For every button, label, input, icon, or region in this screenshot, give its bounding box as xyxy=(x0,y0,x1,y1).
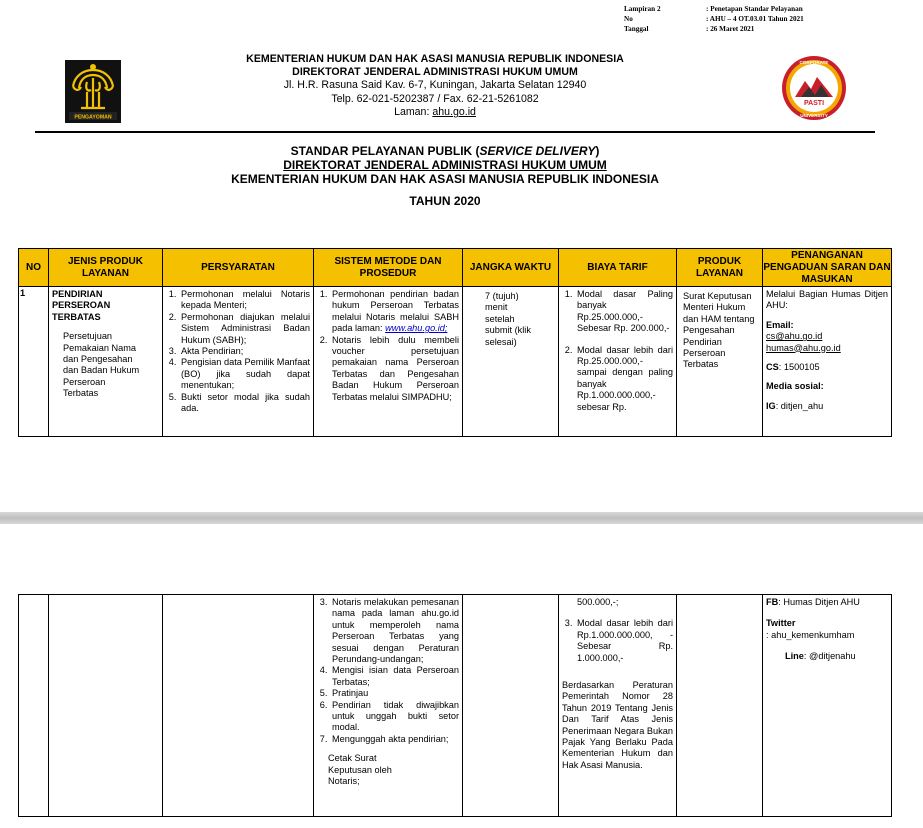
social-media-label: Media sosial: xyxy=(766,381,824,392)
email-link-humas[interactable]: humas@ahu.go.id xyxy=(766,342,841,353)
lampiran-key: No xyxy=(624,15,633,23)
cell-biaya xyxy=(559,287,677,437)
fb-value: : Humas Ditjen AHU xyxy=(778,597,860,607)
header-rule xyxy=(35,131,875,133)
procedure-footer: Cetak Surat Keputusan oleh Notaris; xyxy=(328,753,392,787)
page-divider xyxy=(0,512,923,524)
logo-ring-text: UNIVERSITY xyxy=(800,113,828,118)
list-item: 2. Permohonan diajukan melalui Sistem Administrasi Badan Hukum (SABH); xyxy=(179,312,310,346)
cell-produk xyxy=(677,287,763,437)
letterhead xyxy=(200,53,670,120)
fee-legal-basis: Berdasarkan Peraturan Pemerintah Nomor 28 Tahun 2019 Tentang Jenis Dan Tarif Atas Jenis Penerimaan Negara Bukan Pajak Yang Berlaku Pada Kementerian Hukum dan Hak Asasi Manusia. xyxy=(562,680,673,770)
website-prefix: Laman: xyxy=(394,106,433,118)
logo-label: PASTI xyxy=(803,100,825,107)
twitter-label-line xyxy=(763,616,891,629)
website-line xyxy=(200,106,670,120)
cell-jangka xyxy=(463,287,559,437)
row-number: 1 xyxy=(20,288,26,298)
header-jangka: JANGKA WAKTU xyxy=(463,249,559,287)
email-link-cs[interactable]: cs@ahu.go.id xyxy=(766,331,823,342)
title-text: STANDAR PELAYANAN PUBLIK ( xyxy=(290,144,480,158)
cell-persyaratan xyxy=(163,287,314,437)
list-item: 2. Modal dasar lebih dari Rp.25.000.000,- sampai dengan paling banyak Rp.1.000.000.000,- sebesar Rp. xyxy=(575,345,673,413)
service-table xyxy=(18,248,892,437)
list-item: 4. Pengisian data Pemilik Manfaat (BO) jika sudah dapat menentukan; xyxy=(179,357,310,391)
procedure-text: Permohonan pendirian badan hukum Perseroan Terbatas melalui Notaris melalui SABH pada laman: xyxy=(332,289,459,334)
title-line-2: DIREKTORAT JENDERAL ADMINISTRASI HUKUM UMUM xyxy=(283,158,607,172)
list-item: 7. Mengunggah akta pendirian; xyxy=(330,734,459,745)
cell-biaya xyxy=(559,595,677,817)
cs-label: CS xyxy=(766,362,779,373)
cell-penanganan xyxy=(763,287,892,437)
procedure-list xyxy=(314,595,462,747)
list-item: 4. Mengisi isian data Perseroan Terbatas; xyxy=(330,665,459,688)
title-line-3: KEMENTERIAN HUKUM DAN HAK ASASI MANUSIA REPUBLIK INDONESIA xyxy=(231,172,659,186)
cell-sistem xyxy=(314,287,463,437)
document-title xyxy=(100,144,790,208)
header-produk: PRODUK LAYANAN xyxy=(677,249,763,287)
line-value: : @ditjenahu xyxy=(803,651,856,662)
product-text: Surat Keputusan Menteri Hukum dan HAM tentang Pengesahan Pendirian Perseroan Terbatas xyxy=(683,291,755,370)
header-persyaratan: PERSYARATAN xyxy=(163,249,314,287)
lampiran-block xyxy=(624,4,804,34)
twitter-value: : ahu_kemenkumham xyxy=(766,629,855,640)
requirements-list xyxy=(163,287,313,416)
fee-list xyxy=(559,616,676,666)
lampiran-key: Lampiran 2 xyxy=(624,5,661,13)
cell-jenis xyxy=(49,287,163,437)
cell-penanganan xyxy=(763,595,892,817)
table-row xyxy=(19,287,892,437)
logo-label: PENGAYOMAN xyxy=(74,114,112,121)
list-item: 3. Notaris melakukan pemesanan nama pada laman ahu.go.id untuk memperoleh nama Perseroan Terbatas yang sesuai dengan Peraturan Perundang-undangan; xyxy=(330,597,459,665)
line-line xyxy=(763,649,891,664)
lampiran-value: : 26 Maret 2021 xyxy=(706,25,755,33)
list-item xyxy=(330,289,459,335)
line-label: Line xyxy=(785,651,804,662)
pengayoman-tree-icon xyxy=(65,60,121,123)
list-item: 1. Modal dasar Paling banyak Rp.25.000.000,- Sebesar Rp. 200.000,- xyxy=(575,289,673,335)
fb-label: FB xyxy=(766,597,779,607)
list-item: 5. Bukti setor modal jika sudah ada. xyxy=(179,392,310,415)
address: Jl. H.R. Rasuna Said Kav. 6-7, Kuningan, Jakarta Selatan 12940 xyxy=(283,79,587,91)
duration-text: 7 (tujuh) menit setelah submit (klik selesai) xyxy=(485,291,531,347)
list-item: 3. Modal dasar lebih dari Rp.1.000.000.000, -Sebesar Rp. 1.000.000,- xyxy=(575,618,673,664)
header-penanganan: PENANGANAN PENGADUAN SARAN DAN MASUKAN xyxy=(763,249,891,285)
twitter-label: Twitter xyxy=(766,618,796,629)
cell-produk xyxy=(677,595,763,817)
pengayoman-logo xyxy=(65,60,121,123)
title-text: ) xyxy=(595,144,600,158)
list-item: 3. Akta Pendirian; xyxy=(179,346,310,357)
cs-value: : 1500105 xyxy=(778,362,820,373)
header-no: NO xyxy=(19,249,49,287)
lampiran-value: : Penetapan Standar Pelayanan xyxy=(706,5,803,13)
phone-fax: Telp. 62-021-5202387 / Fax. 62-21-5261082 xyxy=(331,92,539,105)
list-item: 2. Notaris lebih dulu membeli voucher persetujuan pemakaian nama Perseroan Terbatas dan Pengesahan Badan Hukum Perseroan Terbatas melalui SIMPADHU; xyxy=(330,335,459,403)
lampiran-value: : AHU – 4 OT.03.01 Tahun 2021 xyxy=(706,15,804,23)
header-sistem: SISTEM METODE DAN PROSEDUR xyxy=(314,249,463,287)
logo-ring-text: CORPORATE xyxy=(799,60,829,65)
cell-sistem xyxy=(314,595,463,817)
list-item: 6. Pendirian tidak diwajibkan untuk unggah bukti setor modal. xyxy=(330,700,459,734)
cell-jenis xyxy=(49,595,163,817)
header-jenis: JENIS PRODUK LAYANAN xyxy=(49,249,163,287)
cell-no xyxy=(19,595,49,817)
title-italic: SERVICE DELIVERY xyxy=(479,144,596,158)
service-subtitle: Persetujuan Pemakaian Nama dan Pengesahan dan Badan Hukum Perseroan Terbatas xyxy=(63,331,140,399)
corporate-university-logo xyxy=(781,55,847,121)
complaint-intro: Melalui Bagian Humas Ditjen AHU: xyxy=(766,289,888,311)
list-item: 1. Permohonan melalui Notaris kepada Menteri; xyxy=(179,289,310,312)
cs-line xyxy=(763,360,891,375)
ministry-name: KEMENTERIAN HUKUM DAN HAK ASASI MANUSIA REPUBLIK INDONESIA xyxy=(246,53,624,65)
service-table-continued xyxy=(18,594,892,817)
ig-label: IG xyxy=(766,400,776,411)
list-item: 5. Pratinjau xyxy=(330,688,459,699)
fee-continued: 500.000,-; xyxy=(577,597,619,607)
ahu-website-link[interactable]: www.ahu.go.id; xyxy=(385,323,448,334)
procedure-list xyxy=(314,287,462,405)
table-row xyxy=(19,595,892,817)
cell-no xyxy=(19,287,49,437)
fb-line xyxy=(763,595,891,610)
website-link[interactable]: ahu.go.id xyxy=(432,106,476,118)
cell-persyaratan xyxy=(163,595,314,817)
title-year: TAHUN 2020 xyxy=(409,194,481,208)
cell-jangka xyxy=(463,595,559,817)
fee-list xyxy=(559,287,676,415)
service-name: PENDIRIAN PERSEROAN TERBATAS xyxy=(52,289,111,322)
header-biaya: BIAYA TARIF xyxy=(559,249,677,287)
ig-value: : ditjen_ahu xyxy=(775,400,824,411)
ig-line xyxy=(763,399,891,414)
table-header-row xyxy=(19,249,892,287)
directorate-name: DIREKTORAT JENDERAL ADMINISTRASI HUKUM UMUM xyxy=(292,66,578,78)
title-line-1 xyxy=(100,144,790,158)
corporate-university-seal-icon xyxy=(781,55,847,121)
lampiran-key: Tanggal xyxy=(624,25,649,33)
email-label: Email: xyxy=(766,319,794,330)
